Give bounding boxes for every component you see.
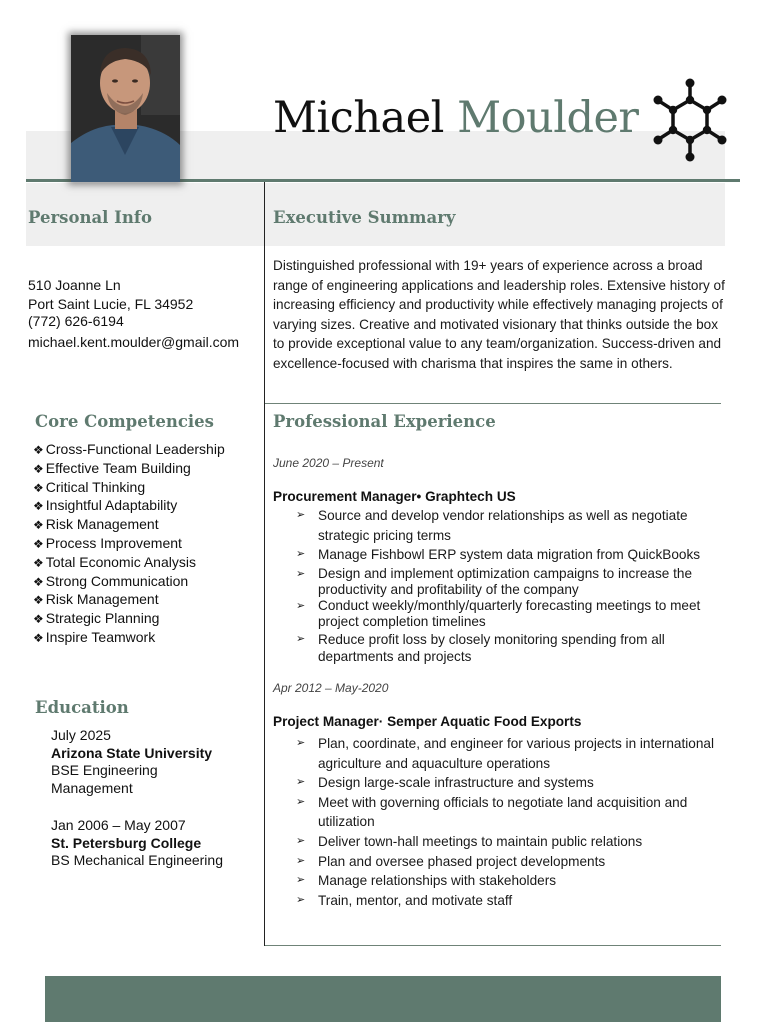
list-item: ❖ Insightful Adaptability (33, 497, 178, 514)
education-date: July 2025 (51, 727, 111, 743)
list-item: ❖ Process Improvement (33, 534, 182, 551)
core-competencies-heading: Core Competencies (35, 412, 214, 431)
list-item: ➢ Meet with governing officials to negotiate land acquisition and utilization (296, 794, 688, 830)
education-entry (51, 817, 223, 870)
diamond-bullet-icon: ❖ (33, 536, 44, 551)
arrow-bullet-icon: ➢ (296, 737, 306, 749)
diamond-bullet-icon: ❖ (33, 443, 44, 457)
list-item: ➢ Design and implement optimization campaigns to increase the productivity and profitability of the company (296, 565, 693, 597)
professional-experience-heading: Professional Experience (273, 412, 496, 431)
list-item: ➢ Train, mentor, and motivate staff (296, 891, 726, 911)
last-name: Moulder (457, 93, 639, 143)
executive-summary-heading: Executive Summary (273, 208, 456, 227)
list-item: ➢ Deliver town-hall meetings to maintain public relations (296, 832, 726, 852)
education-heading: Education (35, 698, 129, 717)
list-item: ❖ Strategic Planning (33, 610, 160, 627)
list-item: ➢ Plan, coordinate, and engineer for various projects in international agriculture and aquaculture operations (296, 736, 714, 771)
arrow-bullet-icon: ➢ (296, 632, 306, 645)
diamond-bullet-icon: ❖ (33, 518, 44, 533)
arrow-bullet-icon: ➢ (296, 567, 306, 580)
list-item: ➢ Conduct weekly/monthly/quarterly forecasting meetings to meet project completion timelines (296, 597, 701, 629)
education-entry (51, 727, 212, 798)
arrow-bullet-icon: ➢ (296, 834, 306, 847)
list-item: ➢ Plan and oversee phased project developments (296, 852, 726, 872)
list-item: ❖ Total Economic Analysis (33, 553, 196, 570)
list-item: ➢ Design large-scale infrastructure and systems (296, 773, 726, 793)
degree-continued: Management (51, 780, 133, 797)
diamond-bullet-icon: ❖ (33, 593, 44, 608)
arrow-bullet-icon: ➢ (296, 548, 306, 560)
list-item: ❖ Cross-Functional Leadership (33, 441, 225, 457)
personal-info-heading: Personal Info (28, 208, 152, 227)
list-item: ❖ Critical Thinking (33, 478, 146, 495)
competencies-list (33, 441, 225, 648)
job-bullets (296, 734, 726, 910)
summary-divider (265, 403, 721, 404)
address-line-1: 510 Joanne Ln (28, 277, 121, 293)
profile-photo (71, 35, 180, 182)
list-item: ❖ Inspire Teamwork (33, 628, 156, 645)
diamond-bullet-icon: ❖ (33, 499, 44, 514)
column-divider (264, 182, 265, 946)
job-title: Project Manager· Semper Aquatic Food Exports (273, 714, 582, 729)
footer-bar (45, 976, 721, 1022)
degree: BS Mechanical Engineering (51, 852, 223, 869)
address-line-2: Port Saint Lucie, FL 34952 (28, 295, 194, 312)
molecule-icon (652, 78, 728, 162)
list-item: ➢ Source and develop vendor relationships as well as negotiate strategic pricing terms (296, 508, 688, 543)
experience-divider (265, 945, 721, 946)
job-bullets (296, 506, 726, 665)
list-item: ❖ Risk Management (33, 516, 159, 533)
diamond-bullet-icon: ❖ (33, 574, 44, 589)
list-item: ❖ Risk Management (33, 591, 159, 608)
arrow-bullet-icon: ➢ (296, 776, 306, 789)
diamond-bullet-icon: ❖ (33, 612, 44, 627)
arrow-bullet-icon: ➢ (296, 509, 306, 521)
list-item: ➢ Reduce profit loss by closely monitoring spending from all departments and projects (296, 631, 665, 664)
job-date: June 2020 – Present (273, 456, 384, 470)
arrow-bullet-icon: ➢ (296, 893, 306, 906)
job-title: Procurement Manager• Graphtech US (273, 489, 516, 504)
list-item: ➢ Manage relationships with stakeholders (296, 871, 726, 891)
phone-number[interactable]: (772) 626-6194 (28, 313, 124, 329)
job-date: Apr 2012 – May-2020 (273, 681, 389, 695)
first-name: Michael (273, 93, 444, 143)
arrow-bullet-icon: ➢ (296, 854, 306, 867)
arrow-bullet-icon: ➢ (296, 795, 306, 808)
diamond-bullet-icon: ❖ (33, 630, 44, 645)
diamond-bullet-icon: ❖ (33, 461, 44, 476)
list-item: ➢ Manage Fishbowl ERP system data migration from QuickBooks (296, 545, 726, 565)
degree: BSE Engineering (51, 762, 158, 779)
diamond-bullet-icon: ❖ (33, 555, 44, 570)
candidate-name (273, 93, 638, 143)
arrow-bullet-icon: ➢ (296, 874, 306, 887)
executive-summary-text: Distinguished professional with 19+ years of experience across a broad range of engineering applications and leadership roles. Extensive history of increasing efficiency and productivity while effectively managing projects of varying sizes. Creative and motivated visionary that thinks outside the box to provide exceptional value to any team/organization. Success-driven and excellence-focused with charisma that inspires the same in others. (273, 258, 725, 371)
email-address[interactable]: michael.kent.moulder@gmail.com (28, 333, 240, 350)
contact-info (28, 276, 239, 351)
school-name: St. Petersburg College (51, 834, 202, 851)
list-item: ❖ Strong Communication (33, 572, 189, 589)
arrow-bullet-icon: ➢ (296, 599, 306, 612)
education-date: Jan 2006 – May 2007 (51, 817, 186, 833)
school-name: Arizona State University (51, 744, 213, 761)
list-item: ❖ Effective Team Building (33, 459, 191, 476)
diamond-bullet-icon: ❖ (33, 480, 44, 495)
